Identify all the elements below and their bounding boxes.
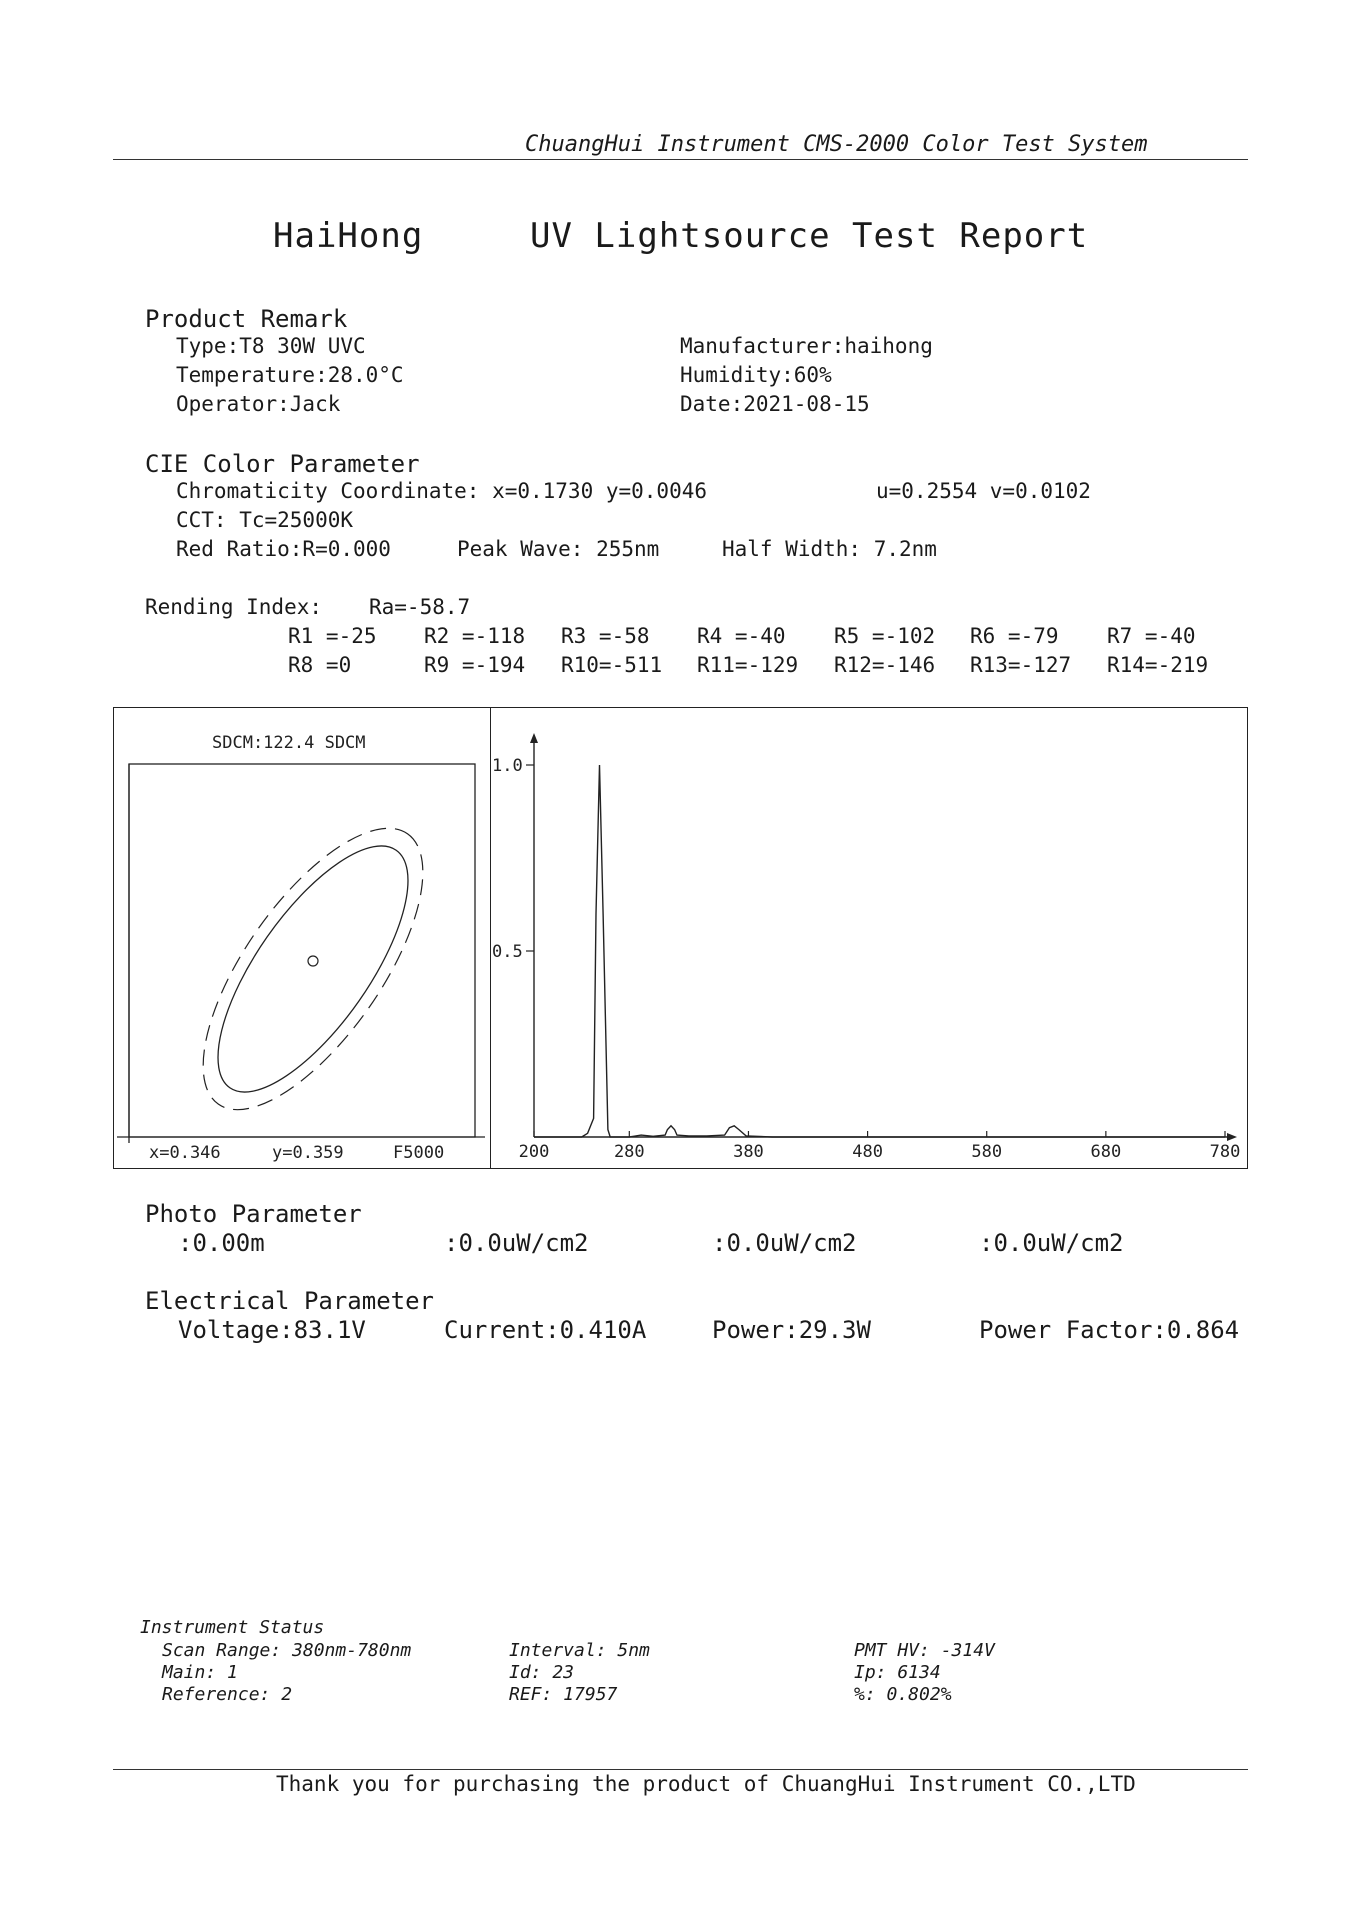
electrical-current: Current:0.410A — [444, 1316, 647, 1344]
header-rule — [113, 159, 1248, 160]
cie-cct: CCT: Tc=25000K — [176, 508, 354, 532]
photo-value-1: :0.00m — [178, 1229, 265, 1257]
instrument-id: Id: 23 — [509, 1662, 575, 1683]
cie-uv: u=0.2554 v=0.0102 — [876, 479, 1091, 503]
instrument-scan-range: Scan Range: 380nm-780nm — [162, 1640, 412, 1661]
rendering-ra: Ra=-58.7 — [369, 595, 471, 619]
spectrum-x-tick-label: 680 — [1090, 1142, 1122, 1162]
photo-heading: Photo Parameter — [145, 1200, 362, 1228]
cie-peak-wave: Peak Wave: 255nm — [457, 537, 660, 561]
instrument-percent: %: 0.802% — [854, 1684, 952, 1705]
instrument-interval: Interval: 5nm — [509, 1640, 650, 1661]
rendering-r14: R14=-219 — [1107, 653, 1209, 677]
rendering-r12: R12=-146 — [834, 653, 936, 677]
brand-title: HaiHong — [273, 216, 424, 256]
rendering-r3: R3 =-58 — [561, 624, 650, 648]
spectrum-x-tick-label: 380 — [733, 1142, 764, 1162]
product-operator: Operator:Jack — [176, 392, 341, 416]
rendering-r4: R4 =-40 — [697, 624, 786, 648]
rendering-r6: R6 =-79 — [970, 624, 1059, 648]
instrument-ip: Ip: 6134 — [854, 1662, 941, 1683]
spectrum-x-tick-label: 200 — [518, 1142, 550, 1162]
spectrum-x-tick-label: 480 — [852, 1142, 883, 1162]
electrical-heading: Electrical Parameter — [145, 1287, 434, 1315]
sdcm-outer-ellipse — [163, 795, 464, 1143]
photo-value-4: :0.0uW/cm2 — [979, 1229, 1124, 1257]
instrument-pmt-hv: PMT HV: -314V — [854, 1640, 995, 1661]
sdcm-x-value: x=0.346 — [149, 1143, 221, 1163]
cie-red-ratio: Red Ratio:R=0.000 — [176, 537, 391, 561]
cie-heading: CIE Color Parameter — [145, 450, 420, 478]
rendering-r8: R8 =0 — [288, 653, 352, 677]
spectrum-x-tick-label: 580 — [971, 1142, 1003, 1162]
electrical-voltage: Voltage:83.1V — [178, 1316, 366, 1344]
product-humidity: Humidity:60% — [680, 363, 832, 387]
cie-half-width: Half Width: 7.2nm — [722, 537, 937, 561]
sdcm-point — [308, 956, 318, 966]
rendering-r5: R5 =-102 — [834, 624, 936, 648]
product-type: Type:T8 30W UVC — [176, 334, 366, 358]
spectrum-series-line — [534, 765, 1225, 1137]
spectrum-x-tick-label: 280 — [613, 1142, 645, 1162]
report-title: UV Lightsource Test Report — [530, 216, 1089, 256]
rendering-r13: R13=-127 — [970, 653, 1072, 677]
footer-thanks: Thank you for purchasing the product of ChuangHui Instrument CO.,LTD — [276, 1772, 1136, 1796]
product-date: Date:2021-08-15 — [680, 392, 870, 416]
spectrum-x-arrow — [1227, 1133, 1237, 1141]
cie-chromaticity: Chromaticity Coordinate: x=0.1730 y=0.0046 — [176, 479, 708, 503]
photo-value-2: :0.0uW/cm2 — [444, 1229, 589, 1257]
instrument-reference: Reference: 2 — [162, 1684, 293, 1705]
sdcm-inner-ellipse — [184, 818, 442, 1120]
electrical-power: Power:29.3W — [712, 1316, 871, 1344]
rendering-heading: Rending Index: — [145, 595, 323, 619]
rendering-r11: R11=-129 — [697, 653, 799, 677]
electrical-power-factor: Power Factor:0.864 — [979, 1316, 1240, 1344]
spectrum-y-arrow — [530, 733, 538, 743]
photo-value-3: :0.0uW/cm2 — [712, 1229, 857, 1257]
spectrum-x-tick-label: 780 — [1209, 1142, 1241, 1162]
instrument-main: Main: 1 — [162, 1662, 238, 1683]
sdcm-y-value: y=0.359 — [272, 1143, 344, 1163]
product-temperature: Temperature:28.0°C — [176, 363, 404, 387]
rendering-r10: R10=-511 — [561, 653, 663, 677]
spectrum-axes — [530, 733, 1237, 1141]
instrument-heading: Instrument Status — [140, 1617, 325, 1638]
spectrum-y-tick-label: 0.5 — [492, 942, 523, 962]
sdcm-diagram — [113, 707, 490, 1169]
rendering-r7: R7 =-40 — [1107, 624, 1196, 648]
spectrum-y-tick-label: 1.0 — [492, 756, 523, 776]
system-header: ChuangHui Instrument CMS-2000 Color Test System — [525, 132, 1148, 157]
spectrum-chart — [490, 707, 1248, 1169]
product-manufacturer: Manufacturer:haihong — [680, 334, 933, 358]
rendering-r1: R1 =-25 — [288, 624, 377, 648]
instrument-ref: REF: 17957 — [509, 1684, 618, 1705]
rendering-r9: R9 =-194 — [424, 653, 526, 677]
footer-rule — [113, 1769, 1248, 1770]
product-remark-heading: Product Remark — [145, 305, 348, 333]
sdcm-ref: F5000 — [393, 1143, 445, 1163]
rendering-r2: R2 =-118 — [424, 624, 526, 648]
sdcm-label: SDCM:122.4 SDCM — [212, 733, 366, 753]
